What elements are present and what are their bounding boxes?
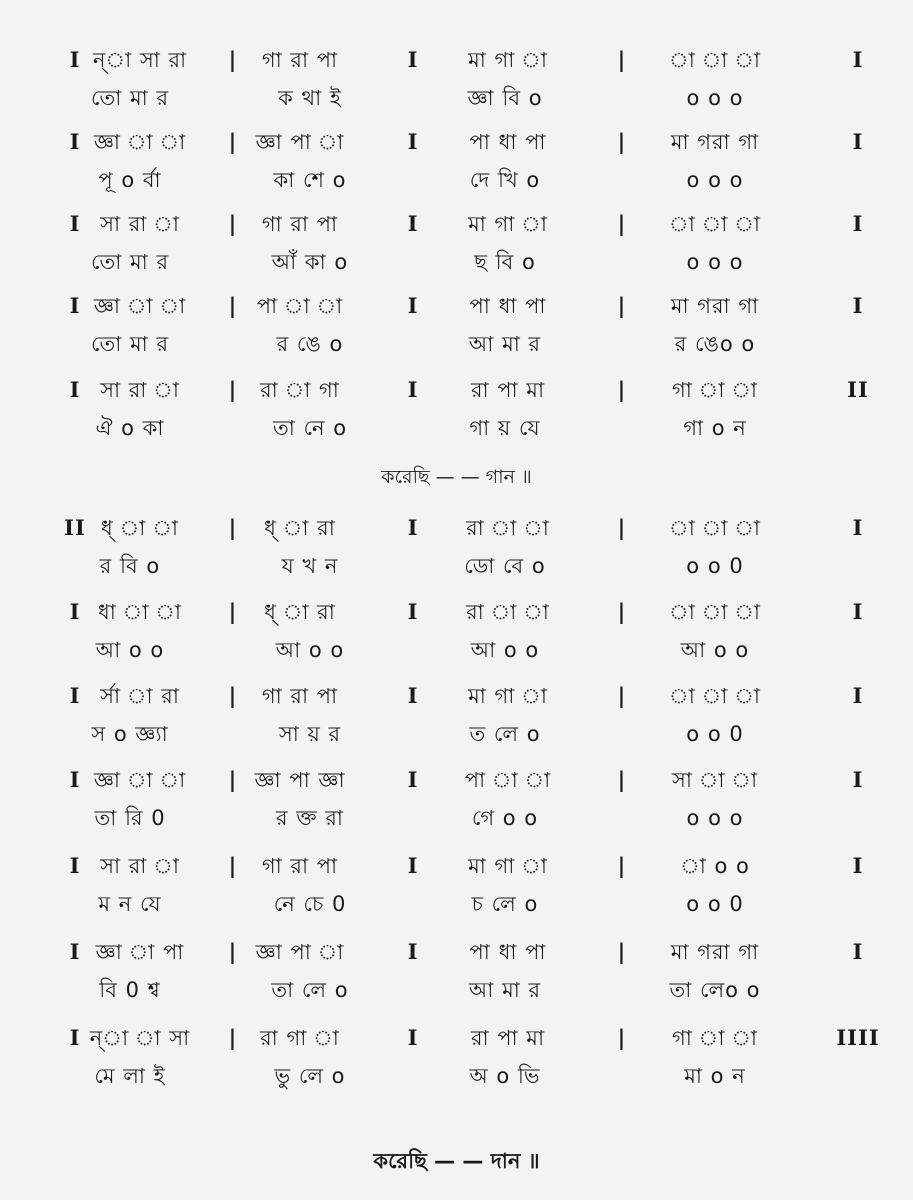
lyric-group: দে খি o <box>469 168 541 192</box>
bar-separator: I <box>407 599 419 624</box>
lyrics-line <box>0 160 913 200</box>
lyric-group: আ মা র <box>468 978 542 1002</box>
lyric-group: আঁ কা o <box>271 250 349 274</box>
lyric-group: o o o <box>686 250 744 274</box>
lyric-group: ত লে o <box>469 722 541 746</box>
lyric-group: র বি o <box>99 554 161 578</box>
lyric-group: তা লেo o <box>669 978 761 1002</box>
lyric-group: গা o ন <box>683 416 747 440</box>
bar-separator: I <box>852 683 864 708</box>
lyric-group: জ্ঞা বি o <box>467 86 543 110</box>
note-group: ধা া া <box>98 600 182 624</box>
lyric-group: র ক্ত রা <box>276 806 344 830</box>
notes-line <box>0 846 913 886</box>
note-group: া া া <box>669 212 761 236</box>
note-group: পা ধা পা <box>469 130 547 154</box>
lyric-group: তো মা র <box>90 86 170 110</box>
bar-separator: I <box>852 853 864 878</box>
lyrics-line <box>0 408 913 448</box>
note-group: পা ধা পা <box>469 294 547 318</box>
lyric-group: স o জ্ঞ্যা <box>91 722 169 746</box>
bar-separator: IIII <box>836 1025 880 1050</box>
bar-separator: I <box>407 515 419 540</box>
lyrics-line <box>0 970 913 1010</box>
bar-separator: I <box>69 211 81 236</box>
lyric-group: ভু লে o <box>274 1064 346 1088</box>
bar-separator: I <box>69 767 81 792</box>
notes-line <box>0 370 913 410</box>
lyric-group: তা লে o <box>271 978 349 1002</box>
note-group: মা গা া <box>468 212 548 236</box>
bar-separator: | <box>228 293 238 318</box>
note-group: গা রা পা <box>261 684 339 708</box>
notes-line <box>0 760 913 800</box>
note-group: মা গা া <box>468 684 548 708</box>
lyric-group: o o 0 <box>686 722 744 746</box>
bar-separator: I <box>407 129 419 154</box>
note-group: রা গা া <box>260 1026 340 1050</box>
lyric-group: ক থা ই <box>278 86 342 110</box>
bar-separator: I <box>407 767 419 792</box>
lyric-group: o o o <box>686 168 744 192</box>
lyrics-line <box>0 630 913 670</box>
note-group: সা া া <box>671 768 759 792</box>
bar-separator: I <box>69 47 81 72</box>
lyric-group: তো মা র <box>90 332 170 356</box>
lyric-group: ম ন যে <box>98 892 162 916</box>
bar-separator: I <box>69 853 81 878</box>
bar-separator: I <box>852 767 864 792</box>
lyric-group: তা রি 0 <box>94 806 166 830</box>
note-group: জ্ঞা পা া <box>255 940 345 964</box>
bar-separator: | <box>617 293 627 318</box>
lyric-group: ছ বি o <box>474 250 536 274</box>
notes-line <box>0 204 913 244</box>
bar-separator: | <box>617 47 627 72</box>
note-group: ধ্‌ া রা <box>264 516 336 540</box>
note-group: া া া <box>669 600 761 624</box>
notes-line <box>0 40 913 80</box>
bar-separator: | <box>228 515 238 540</box>
bar-separator: I <box>69 939 81 964</box>
note-group: পা ধা পা <box>469 940 547 964</box>
bar-separator: | <box>228 853 238 878</box>
lyric-group: তা নে o <box>272 416 348 440</box>
lyric-group: আ o o <box>95 638 165 662</box>
note-group: া া া <box>669 48 761 72</box>
lyric-group: নে চে 0 <box>273 892 347 916</box>
bar-separator: I <box>69 599 81 624</box>
lyrics-line <box>0 1056 913 1096</box>
bar-separator: | <box>617 515 627 540</box>
notes-line <box>0 122 913 162</box>
lyric-group: আ o o <box>470 638 540 662</box>
lyric-group: র ঙেo o <box>674 332 756 356</box>
note-group: রা পা মা <box>470 378 546 402</box>
notes-line <box>0 592 913 632</box>
bar-separator: | <box>228 683 238 708</box>
note-group: া া া <box>669 516 761 540</box>
bar-separator: I <box>407 853 419 878</box>
lyric-group: গা য় যে <box>469 416 541 440</box>
bar-separator: | <box>228 211 238 236</box>
bar-separator: I <box>852 211 864 236</box>
note-group: সা রা া <box>100 212 180 236</box>
note-group: ধ্‌ া া <box>101 516 179 540</box>
note-group: মা গা া <box>468 854 548 878</box>
bar-separator: I <box>852 129 864 154</box>
note-group: ন্‌া া সা <box>89 1026 191 1050</box>
notes-line <box>0 676 913 716</box>
bar-separator: I <box>407 939 419 964</box>
lyric-group: o o 0 <box>686 554 744 578</box>
lyric-group: সা য় র <box>278 722 342 746</box>
note-group: জ্ঞা া পা <box>95 940 185 964</box>
bar-separator: | <box>617 599 627 624</box>
note-group: া া া <box>669 684 761 708</box>
bar-separator: II <box>847 377 869 402</box>
notes-line <box>0 286 913 326</box>
lyric-group: মা o ন <box>684 1064 746 1088</box>
lyrics-line <box>0 324 913 364</box>
lyric-group: কা শে o <box>273 168 347 192</box>
bar-separator: I <box>407 293 419 318</box>
note-group: গা া া <box>672 378 758 402</box>
note-group: মা গরা গা <box>670 940 760 964</box>
note-group: গা রা পা <box>261 48 339 72</box>
note-group: পা া া <box>464 768 552 792</box>
bar-separator: I <box>407 377 419 402</box>
lyric-group: আ o o <box>275 638 345 662</box>
lyric-group: o o 0 <box>686 892 744 916</box>
bar-separator: II <box>64 515 86 540</box>
lyric-group: আ o o <box>680 638 750 662</box>
lyric-group: মে লা ই <box>94 1064 166 1088</box>
notes-line <box>0 932 913 972</box>
bar-separator: I <box>69 293 81 318</box>
lyric-group: য খ ন <box>281 554 339 578</box>
bar-separator: | <box>617 211 627 236</box>
note-group: মা গা া <box>468 48 548 72</box>
lyric-group: ডো বে o <box>464 554 546 578</box>
note-group: র্সা া রা <box>100 684 180 708</box>
bar-separator: | <box>228 129 238 154</box>
lyrics-line <box>0 242 913 282</box>
lyrics-line <box>0 78 913 118</box>
note-group: জ্ঞা পা জ্ঞা <box>254 768 346 792</box>
bar-separator: I <box>852 515 864 540</box>
bar-separator: | <box>617 683 627 708</box>
bar-separator: | <box>617 129 627 154</box>
bar-separator: | <box>617 853 627 878</box>
bar-separator: | <box>228 377 238 402</box>
note-group: মা গরা গা <box>670 130 760 154</box>
bar-separator: I <box>852 47 864 72</box>
lyric-group: বি 0 শ্ব <box>99 978 161 1002</box>
lyric-group: আ মা র <box>468 332 542 356</box>
bar-separator: | <box>228 47 238 72</box>
bar-separator: | <box>228 939 238 964</box>
lyric-group: ঐ o কা <box>95 416 165 440</box>
bar-separator: | <box>617 377 627 402</box>
note-group: জ্ঞা পা া <box>255 130 345 154</box>
note-group: া o o <box>680 854 750 878</box>
notes-line <box>0 508 913 548</box>
note-group: মা গরা গা <box>670 294 760 318</box>
note-group: গা রা পা <box>261 212 339 236</box>
note-group: রা া গা <box>260 378 340 402</box>
lyric-group: o o o <box>686 806 744 830</box>
lyric-group: চ লে o <box>471 892 539 916</box>
lyric-group: তো মা র <box>90 250 170 274</box>
bar-separator: I <box>407 683 419 708</box>
note-group: রা া া <box>466 516 550 540</box>
note-group: জ্ঞা া া <box>93 768 187 792</box>
bar-separator: I <box>69 377 81 402</box>
lyric-group: গে o o <box>471 806 539 830</box>
refrain-line: করেছি — — দান ॥ <box>373 1149 540 1173</box>
note-group: জ্ঞা া া <box>93 130 187 154</box>
lyric-group: পূ o র্বা <box>98 168 162 192</box>
note-group: গা া া <box>672 1026 758 1050</box>
refrain-line: করেছি — — গান ॥ <box>381 466 532 488</box>
note-group: পা া া <box>256 294 344 318</box>
bar-separator: | <box>228 599 238 624</box>
bar-separator: | <box>228 767 238 792</box>
bar-separator: I <box>852 293 864 318</box>
lyric-group: র ঙে o <box>276 332 344 356</box>
lyric-group: অ o ভি <box>469 1064 541 1088</box>
bar-separator: I <box>69 683 81 708</box>
lyrics-line <box>0 546 913 586</box>
bar-separator: | <box>228 1025 238 1050</box>
lyrics-line <box>0 884 913 924</box>
note-group: ধ্‌ া রা <box>264 600 336 624</box>
bar-separator: I <box>407 1025 419 1050</box>
bar-separator: I <box>852 599 864 624</box>
note-group: রা পা মা <box>470 1026 546 1050</box>
notes-line <box>0 1018 913 1058</box>
note-group: সা রা া <box>100 378 180 402</box>
lyric-group: o o o <box>686 86 744 110</box>
note-group: রা া া <box>466 600 550 624</box>
note-group: জ্ঞা া া <box>93 294 187 318</box>
bar-separator: I <box>407 211 419 236</box>
lyrics-line <box>0 714 913 754</box>
lyrics-line <box>0 798 913 838</box>
bar-separator: I <box>69 1025 81 1050</box>
bar-separator: | <box>617 1025 627 1050</box>
bar-separator: | <box>617 767 627 792</box>
note-group: গা রা পা <box>261 854 339 878</box>
bar-separator: | <box>617 939 627 964</box>
bar-separator: I <box>852 939 864 964</box>
bar-separator: I <box>69 129 81 154</box>
note-group: সা রা া <box>100 854 180 878</box>
note-group: ন্‌া সা রা <box>92 48 188 72</box>
bar-separator: I <box>407 47 419 72</box>
